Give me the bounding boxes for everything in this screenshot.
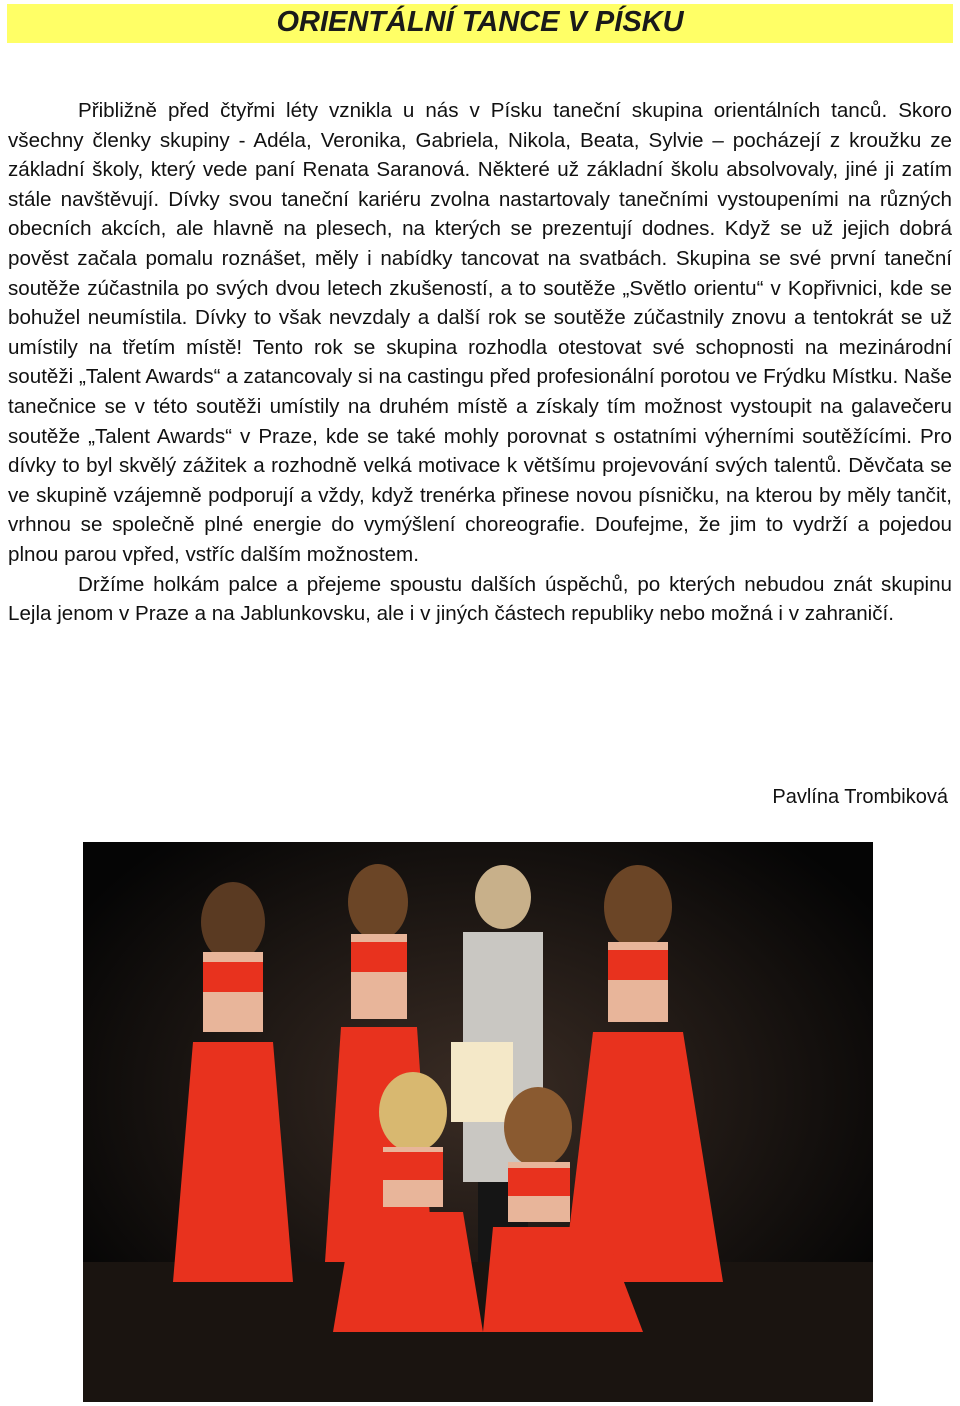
page-title: ORIENTÁLNÍ TANCE V PÍSKU — [276, 6, 684, 38]
title-highlight — [7, 4, 953, 43]
article-body — [8, 96, 952, 629]
group-photo-illustration — [83, 842, 873, 1402]
paragraph-1: Přibližně před čtyřmi léty vznikla u nás v Písku taneční skupina orientálních tanců. Skoro všechny členky skupiny - Adéla, Veronika, Gabriela, Nikola, Beata, Sylvie – pocházejí z kroužku ze základní školy, který vede paní Renata Saranová. Některé už základní školu absolvovaly, jiné ji zatím stále navštěvují. Dívky svou taneční kariéru zvolna nastartovaly tanečními vystoupeními na různých obecních akcích, ale hlavně na plesech, na kterých se prezentují dodnes. Když se už jejich dobrá pověst začala pomalu roznášet, měly i nabídky tancovat na svatbách. Skupina se své první taneční soutěže zúčastnila po svých dvou letech zkušeností, a to soutěže „Světlo orientu“ v Kopřivnici, kde se bohužel neumístila. Dívky to však nevzdaly a další rok se soutěže zúčastnily znovu a tentokrát se už umístily na třetím místě! Tento rok se skupina rozhodla otestovat své schopnosti na mezinárodní soutěži „Talent Awards“ a zatancovaly si na castingu před profesionální porotou ve Frýdku Místku. Naše tanečnice se v této soutěži umístily na druhém místě a získaly tím možnost vystoupit na galavečeru soutěže „Talent Awards“ v Praze, kde se také mohly porovnat s ostatními výherními soutěžícími. Pro dívky to byl skvělý zážitek a rozhodně velká motivace k většímu projevování svých talentů. Děvčata se ve skupině vzájemně podporují a vždy, když trenérka přinese novou písničku, na kterou by měly tančit, vrhnou se společně plné energie do vymýšlení choreografie. Doufejme, že jim to vydrží a pojedou plnou parou vpřed, vstříc dalším možnostem. — [8, 99, 952, 566]
diploma — [451, 1042, 513, 1122]
paragraph-2: Držíme holkám palce a přejeme spoustu dalších úspěchů, po kterých nebudou znát skupinu Lejla jenom v Praze a na Jablunkovsku, ale i v jiných částech republiky nebo možná i v zahraničí. — [8, 572, 952, 626]
group-photo — [83, 842, 873, 1402]
author-signature: Pavlína Trombiková — [772, 786, 948, 808]
